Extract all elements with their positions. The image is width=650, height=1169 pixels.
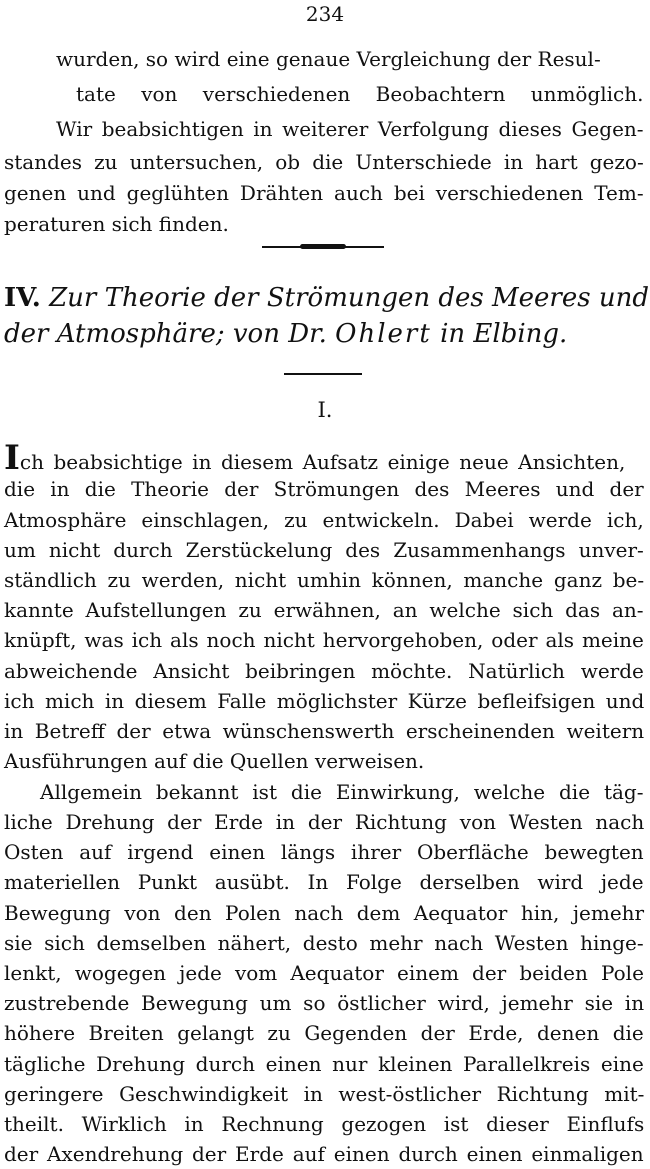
text-line — [4, 438, 626, 478]
section-number: I. — [317, 398, 333, 422]
text-line: die in die Theorie der Strömungen des Meeres und der — [4, 477, 644, 501]
text-line: Ausführungen auf die Quellen verweisen. — [4, 749, 425, 773]
text-line: in Betreff der etwa wünschenswerth erscheinenden weitern — [4, 719, 645, 743]
ornamental-rule-center — [300, 244, 346, 249]
text-span: ch beabsichtige in diesem Aufsatz einige neue Ansichten, — [19, 450, 626, 474]
drop-cap: I — [4, 438, 20, 478]
article-title-line1 — [4, 283, 649, 313]
text-line: tate von verschiedenen Beobachtern unmöglich. — [76, 82, 644, 106]
text-line: Allgemein bekannt ist die Einwirkung, welche die täg- — [40, 780, 644, 804]
text-line: peraturen sich finden. — [4, 212, 229, 236]
article-title-text: in Elbing. — [440, 319, 568, 349]
text-line: Bewegung von den Polen nach dem Aequator hin, jemehr — [4, 901, 645, 925]
article-title-line2 — [4, 319, 567, 349]
text-line: Wir beabsichtigen in weiterer Verfolgung dieses Gegen- — [56, 117, 644, 141]
text-line: materiellen Punkt ausübt. In Folge derselben wird jede — [4, 870, 644, 894]
text-line: höhere Breiten gelangt zu Gegenden der Erde, denen die — [4, 1021, 644, 1045]
text-line: lenkt, wogegen jede vom Aequator einem der beiden Pole — [4, 961, 644, 985]
text-line: genen und geglühten Drähten auch bei verschiedenen Tem- — [4, 181, 644, 205]
text-line: ständlich zu werden, nicht umhin können, manche ganz be- — [4, 568, 645, 592]
text-line: um nicht durch Zerstückelung des Zusammenhangs unver- — [4, 538, 644, 562]
text-line: sie sich demselben nähert, desto mehr nach Westen hinge- — [4, 931, 644, 955]
article-author: Ohlert — [335, 319, 432, 349]
text-line: liche Drehung der Erde in der Richtung von Westen nach — [4, 810, 645, 834]
text-line: der Axendrehung der Erde auf einen durch einen einmaligen — [4, 1142, 644, 1166]
page-number: 234 — [305, 2, 345, 26]
text-line: abweichende Ansicht beibringen möchte. Natürlich werde — [4, 659, 644, 683]
text-line: geringere Geschwindigkeit in west-östlicher Richtung mit- — [4, 1082, 645, 1106]
text-line: knüpft, was ich als noch nicht hervorgehoben, oder als meine — [4, 628, 644, 652]
text-line: zustrebende Bewegung um so östlicher wird, jemehr sie in — [4, 991, 645, 1015]
text-line: wurden, so wird eine genaue Vergleichung der Resul- — [56, 47, 601, 71]
text-line: Atmosphäre einschlagen, zu entwickeln. Dabei werde ich, — [4, 508, 644, 532]
text-line: kannte Aufstellungen zu erwähnen, an welche sich das an- — [4, 598, 644, 622]
text-line: ich mich in diesem Falle möglichster Kürze befleifsigen und — [4, 689, 645, 713]
article-title-text: Zur Theorie der Strömungen des Meeres und — [49, 283, 649, 313]
text-line: tägliche Drehung durch einen nur kleinen Parallelkreis eine — [4, 1052, 644, 1076]
title-rule — [284, 373, 362, 375]
text-line: theilt. Wirklich in Rechnung gezogen ist dieser Einflufs — [4, 1112, 645, 1136]
text-line: Osten auf irgend einen längs ihrer Oberfläche bewegten — [4, 840, 644, 864]
article-title-text: der Atmosphäre; von Dr. — [4, 319, 327, 349]
text-line: standes zu untersuchen, ob die Unterschiede in hart gezo- — [4, 150, 644, 174]
article-numeral: IV. — [4, 283, 41, 313]
